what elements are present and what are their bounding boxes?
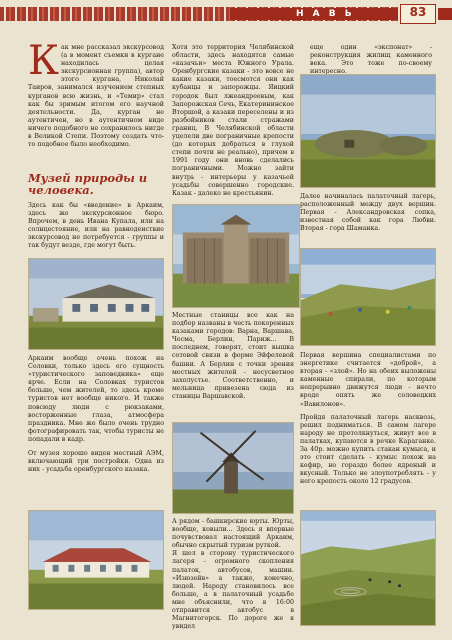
- col1-bottom-text-b: От музея хорошо виден местный АЭМ, включающий три постройки. Одна из них - усадьба оренбургского казака.: [28, 450, 164, 474]
- col2-top: [172, 44, 294, 198]
- col3-mid-text: Далее начиналась палаточный лагерь, расположенный между двух вершин. Первая - Александровская сопка, известная собой как гора Любви. Вторая - гора Шаманка.: [300, 193, 436, 233]
- col3-bottom-text-a: Первая вершина специалистами по энергетике считается «доброй», а вторая - «злой». Но на обеих выложены каменные спирали, по которым непрерывно движутся люди - нечто вроде опять же соловецких «Вавилонов».: [300, 352, 436, 408]
- header-title: Н А В Ь: [296, 9, 355, 19]
- page-number: 83: [409, 5, 427, 19]
- col3-top: [310, 44, 432, 76]
- col3-bottom-text-b: Пройдя палаточный лагерь насквозь, решил подниматься. В самом лагере народу не протолкнуться, живут все в палатках, купаются в речке Караганке. За 40р. можно купить стакан кумыса, и это стоит сделать - кумыс похож на кефир, но гораздо более ядреный и вкусный. Только не злоупотреблять - у него крепость около 12 градусов.: [300, 413, 436, 486]
- photo-museum-building: [28, 258, 164, 350]
- photo-tent-camp-hill: [300, 248, 436, 346]
- section-title: Музей природы и человека.: [28, 171, 148, 197]
- col2-bottom-text: А рядом - башкирские юрты. Юрты, вообще, ковыли... Здесь я впервые почувствовал настоящий Аркаим, обычно скрытый туризм руткой. Я шел в сторону туристического лагеря - огромного скопления палаток, автобусов, машин. «Изюзейв» а также, конечно, людей. Народу становилось все больше, а в палаточный усадьбе мне объяснили, что в 16:00 отправится автобус в Магнитогорск. По дороге же я увидел: [172, 518, 294, 631]
- drop-cap: К: [28, 38, 59, 84]
- col2-mid-text: Местные станицы все как на подбор названы в честь покоренных казаками городов: Варна, Варшава, Чесма, Берлин, Париж... В последнем, говорят, стоит вышка сотовой связи в форме Эйфелевой башни. А Берлин с точки зрения местных жителей - несусветное захолустье. Соответственно, и мельница привезена сюда из станицы Варшавской.: [172, 312, 294, 400]
- col3-top-text: еще один «экспонат» - реконструкция жилищ каменного века. Это тоже по-своему интересно.: [310, 44, 432, 76]
- col1-bottom: [28, 355, 164, 474]
- photo-spiral-hill: [300, 510, 436, 626]
- col2-mid: [172, 312, 294, 401]
- col1-mid-text: Здесь как бы «введение» в Аркаим, здесь же экскурсионное бюро. Впрочем, в день Ивана Купала, или на солнцестояние, или на равноденствие экскурсовод не потребуется - группы и так будут везде, где могут быть.: [28, 202, 164, 250]
- col3-bottom: [300, 352, 436, 487]
- col1-mid: [28, 202, 164, 251]
- col1-bottom-text-a: Аркаим вообще очень похож на Соловки, только здесь его сущность «туристического заповедника» еще ярче. Если на Соловках туристов больше, чем жителей, то здесь кроме туристов нет вообще никого. И также повсюду люди с рюкзаками, восторженные глаза, атмосфера праздника. Мне же было очень трудно фотографировать так, чтобы туристы не попадали в кадр.: [28, 355, 164, 443]
- photo-windmill: [172, 422, 294, 514]
- col3-mid: [300, 193, 436, 233]
- col2-bottom: [172, 518, 294, 631]
- photo-wooden-gates: [172, 204, 300, 308]
- col1-intro: [28, 38, 164, 149]
- header-bar-right: [438, 8, 452, 20]
- col2-top-text: Хотя это территория Челябинской области, здесь находятся самые «казачьи» места Южного Урала. Оренбургские казаки - это вовсе не какие казаки, тоесмотся они как кубанцы и запорожцы. Яицкий городок был лжеандреевым, как Запорожская Сечь, Екатерининское Вторшой, а казаки переселены и из разбойников стали стражами границ. В Челябинской области уцелели две пограничные крепости (до которых добраться в глухой степи почти не реально), причем в 1991 году они вновь сделались пограничными. Можно зайти внутрь - интерьеры у казачьей усадьбы совершенно городские. Казак - далеко не крестьянин.: [172, 44, 294, 197]
- photo-stone-age-dwellings: [300, 74, 436, 188]
- col1-intro-text: ак мне рассказал экскурсовод (а в момент съемки в кургане находилась целая экскурсионная группа), автор этого кургана, Николай Таиров, занимался изучением степных курганов всю жизнь, и «Темир» стал как бы зримым итогом его научной деятельности. Да, курган не аутентичен, но в аутентичном виде ничего подобного не сохранилось нигде в Великой Степи. Поэтому создать что-то подобное было необходимо.: [28, 44, 164, 149]
- photo-cossack-estate: [28, 510, 164, 610]
